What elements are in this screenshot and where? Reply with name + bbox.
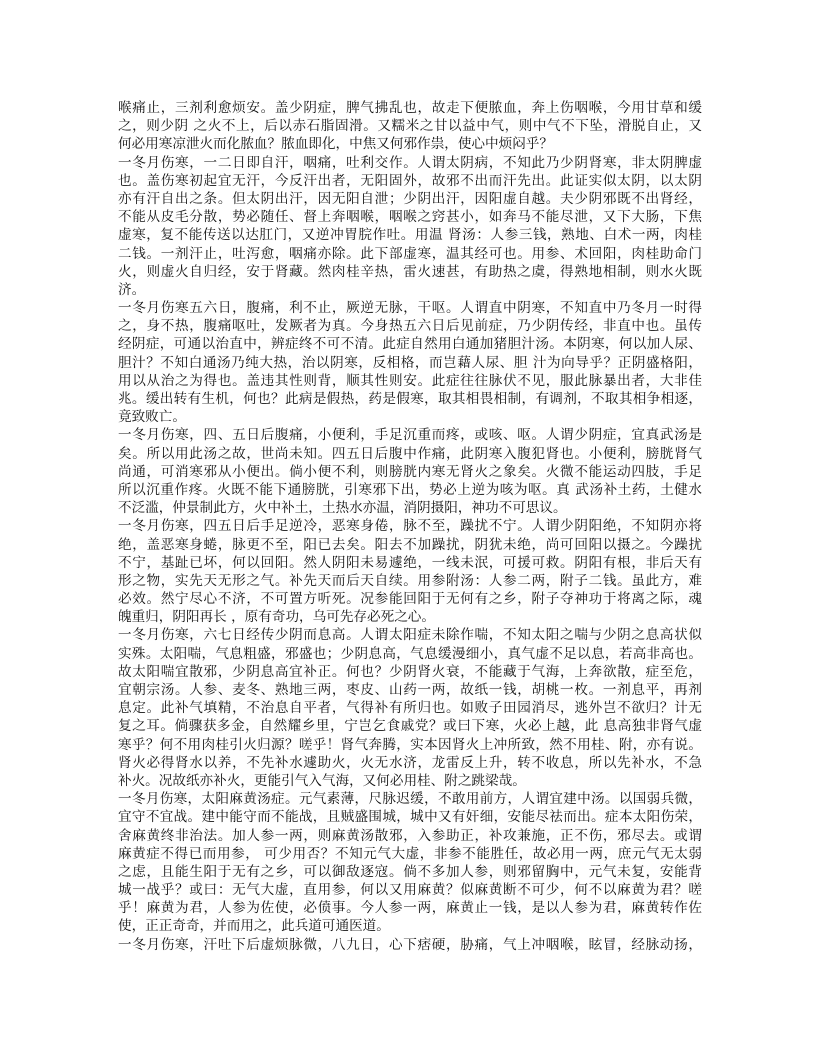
paragraph <box>118 299 702 426</box>
text-line: 之虑，且能生阳于无有之乡，可以御敌逐寇。倘不多加人参，则邪留胸中，元气未复，安能背 <box>118 863 702 880</box>
text-line: 用以从治之为得也。盖违其性则背，顺其性则安。此症往往脉伏不见，服此脉暴出者，大非佳 <box>118 372 702 389</box>
text-line: 乎！麻黄为君，人参为佐使，必偾事。今人参一两，麻黄止一钱，是以人参为君，麻黄转作佐 <box>118 900 702 917</box>
text-line: 兆。缓出转有生机，何也？此病是假热，药是假寒，取其相畏相制，有调剂，不取其相争相逐， <box>118 391 702 407</box>
text-line: 之，身不热，腹痛呕吐，发厥者为真。今身热五六日后见前症，乃少阴传经，非直中也。虽传 <box>118 318 702 335</box>
text-line: 一冬月伤寒，四、五日后腹痛，小便利，手足沉重而疼，或咳、呕。人谓少阴症，宜真武汤是 <box>118 427 702 444</box>
text-line: 魄重归，阴阳再长 ，原有奇功，乌可先存必死之心。 <box>118 609 435 626</box>
paragraph <box>118 936 702 954</box>
text-line: 一冬月伤寒，六七日经传少阴而息高。人谓太阳症未除作喘，不知太阳之喘与少阴之息高状似 <box>118 627 702 644</box>
text-line: 寒乎？何不用肉桂引火归源？嗟乎！肾气奔腾，实本因肾火上冲所致，然不用桂、附，亦有说。 <box>118 736 702 753</box>
text-line: 不泛滥，仲景制此方，火中补土，土热水亦温，消阴摄阳，神功不可思议。 <box>118 500 567 517</box>
text-line: 一冬月伤寒，太阳麻黄汤症。元气素薄，尺脉迟缓，不敢用前方，人谓宜建中汤。以国弱兵微， <box>118 791 702 808</box>
text-line: 一冬月伤寒，一二日即自汗，咽痛，吐利交作。人谓太阴病，不知此乃少阴肾寒，非太阴脾虚 <box>118 154 702 171</box>
text-line: 一冬月伤寒五六日，腹痛，利不止，厥逆无脉，干呕。人谓直中阴寒，不知直中乃冬月一时得 <box>118 300 702 317</box>
text-line: 宜守不宜战。建中能守而不能战，且贼盛围城，城中又有奸细，安能尽祛而出。症本太阳伤荣， <box>118 809 702 826</box>
text-line: 济。 <box>118 281 146 298</box>
text-line: 复之耳。倘骤获多金，自然耀乡里，宁岂乞食戚党？或曰下寒，火必上越，此 息高独非肾气虚 <box>118 718 702 735</box>
text-line: 城一战乎？或曰：无气大虚，直用参，何以又用麻黄？似麻黄断不可少，何不以麻黄为君？嗟 <box>118 882 702 899</box>
text-line: 一冬月伤寒，汗吐下后虚烦脉微，八九日，心下痞硬，胁痛，气上冲咽喉，眩冒，经脉动扬， <box>118 936 702 953</box>
text-line: 一冬月伤寒，四五日后手足逆冷，恶寒身倦，脉不至，躁扰不宁。人谓少阴阳绝，不知阴亦将 <box>118 518 702 535</box>
text-line: 经阴症，可通以治直中，辨症终不可不清。此症自然用白通加猪胆汁汤。本阴寒，何以加人尿、 <box>118 336 702 353</box>
paragraph <box>118 626 702 790</box>
text-line: 亦有汗自出之条。但太阴出汗，因无阳自泄；少阴出汗，因阳虚自越。夫少阴邪既不出肾经， <box>118 190 702 207</box>
text-line: 二钱。一剂汗止，吐泻愈，咽痛亦除。此下部虚寒，温其经可也。用参、术回阳，肉桂助命门 <box>118 245 702 262</box>
text-line: 实殊。太阳喘，气息粗盛，邪盛也；少阴息高，气息缓漫细小，真气虚不足以息，若高非高也。 <box>118 645 702 662</box>
text-line: 舍麻黄终非治法。加人参一两，则麻黄汤散邪，入参助正，补攻兼施，正不伤，邪尽去。或谓 <box>118 827 702 844</box>
document-page <box>118 99 702 954</box>
text-line: 虚寒，复不能传送以达肛门，又逆冲胃脘作吐。用温 肾汤：人参三钱，熟地、白术一两，肉桂 <box>118 227 702 244</box>
paragraph <box>118 154 702 300</box>
text-line: 矣。所以用此汤之故，世尚未知。四五日后腹中作痛，此阴寒入腹犯肾也。小便利，膀胱肾气 <box>118 445 702 462</box>
text-line: 必效。然宁尽心不济，不可置方听死。况参能回阳于无何有之乡，附子夺神功于将离之际，魂 <box>118 591 702 608</box>
paragraph <box>118 426 702 517</box>
text-line: 火，则虚火自归经，安于肾藏。然肉桂辛热，雷火速甚，有助热之虞，得熟地相制，则水火既 <box>118 263 702 280</box>
paragraph <box>118 99 702 154</box>
text-line: 宜朝宗汤。人参、麦冬、熟地三两，枣皮、山药一两，故纸一钱，胡桃一枚。一剂息平，再剂 <box>118 682 702 698</box>
text-line: 补火。况故纸亦补火，更能引气入气海，又何必用桂、附之跳梁哉。 <box>118 772 526 789</box>
text-line: 喉痛止，三剂利愈烦安。盖少阴症，脾气拂乱也，故走下便脓血，奔上伤咽喉，今用甘草和缓 <box>118 100 702 116</box>
text-line: 何必用寒凉泄火而化脓血？脓血即化，中焦又何邪作祟，使心中烦闷乎？ <box>118 136 553 153</box>
text-line: 肾火必得肾水以养，不先补水遽助火，火无水济，龙雷反上升，转不收息，所以先补水，不急 <box>118 754 702 771</box>
text-line: 尚通，可消寒邪从小便出。倘小便不利，则膀胱内寒无肾火之象矣。火微不能运动四肢，手足 <box>118 463 702 480</box>
text-line: 也。盖伤寒初起宜无汗，今反汗出者，无阳固外，故邪不出而汗先出。此证实似太阴，以太阴 <box>118 172 702 189</box>
text-line: 所以沉重作疼。火既不能下通膀胱，引寒邪下出，势必上逆为咳为呕。真 武汤补土药，土健水 <box>118 481 702 498</box>
text-line: 不能从皮毛分散，势必随任、督上奔咽喉，咽喉之窍甚小，如奔马不能尽泄，又下大肠，下焦 <box>118 209 702 226</box>
text-line: 竟致败亡。 <box>118 409 186 426</box>
paragraph <box>118 790 702 936</box>
text-line: 绝，盖恶寒身蜷，脉更不至，阳已去矣。阳去不加躁扰，阴犹未绝，尚可回阳以摄之。今躁扰 <box>118 536 702 553</box>
text-line: 麻黄症不得已而用参， 可少用否？不知元气大虚，非参不能胜任，故必用一两，庶元气无太弱 <box>118 845 702 862</box>
text-line: 不宁，基趾已坏，何以回阳。然人阴阳未易遽绝，一线未泯，可援可救。阴阳有根，非后天有 <box>118 554 702 571</box>
text-line: 故太阳喘宜散邪，少阴息高宜补正。何也？少阴肾火衰，不能藏于气海，上奔欲散，症至危， <box>118 663 702 680</box>
paragraph <box>118 517 702 626</box>
text-line: 使，正正奇奇，并而用之，此兵道可通医道。 <box>118 918 390 935</box>
text-line: 之，则少阴 之火不上，后以赤石脂固滑。又糯米之甘以益中气，则中气不下坠，滑脱自止，又 <box>118 118 702 135</box>
text-line: 胆汁？不知白通汤乃纯大热，治以阴寒，反相格，而岂藉人尿、胆 汁为向导乎？正阴盛格阳， <box>118 354 702 371</box>
text-line: 形之物，实先天无形之气。补先天而后天自续。用参附汤：人参二两，附子二钱。虽此方，难 <box>118 572 702 589</box>
text-line: 息定。此补气填精，不治息自平者，气得补有所归也。如败子田园消尽，逃外岂不欲归？计无 <box>118 700 702 717</box>
